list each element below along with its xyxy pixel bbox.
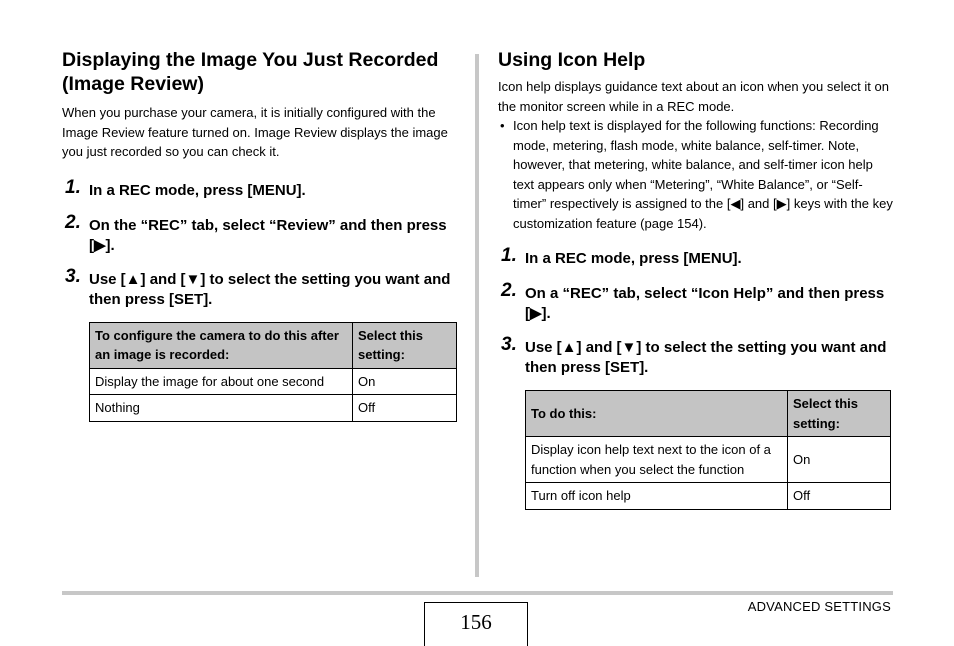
table-header-cell: To configure the camera to do this after an image is recorded:: [90, 322, 353, 368]
table-row: [90, 368, 457, 395]
table-header-row: [90, 322, 457, 368]
step-number: 2.: [501, 280, 517, 301]
left-column: [62, 48, 458, 422]
table-cell: On: [353, 368, 457, 395]
footer-section-label: ADVANCED SETTINGS: [747, 599, 891, 614]
step-1: [62, 176, 458, 201]
step-number: 1.: [501, 245, 517, 266]
step-text: Use [▲] and [▼] to select the setting you want and then press [SET].: [89, 270, 451, 308]
page-number: 156: [424, 602, 528, 646]
table-cell: On: [788, 437, 891, 483]
table-cell: Off: [788, 483, 891, 510]
right-column: [498, 48, 894, 510]
step-1: [498, 245, 894, 269]
footer-rule: [62, 591, 893, 595]
table-cell: Display the image for about one second: [90, 368, 353, 395]
table-row: [90, 395, 457, 422]
step-3: [498, 334, 894, 378]
step-text: Use [▲] and [▼] to select the setting you want and then press [SET].: [525, 339, 887, 376]
step-text: In a REC mode, press [MENU].: [525, 250, 742, 267]
step-number: 3.: [65, 265, 81, 287]
image-review-intro: When you purchase your camera, it is initially configured with the Image Review feature turned on. Image Review displays the image you just recorded so you can check it.: [62, 105, 448, 159]
column-divider: [475, 54, 479, 577]
table-cell: Display icon help text next to the icon of a function when you select the function: [526, 437, 788, 483]
step-3: [62, 265, 458, 310]
bullet-text: Icon help text is displayed for the following functions: Recording mode, metering, flash mode, white balance, self-timer. Note, however, that metering, white balance, and self-timer icon help text appears only when “Metering”, “White Balance”, or “Self-timer” respectively is assigned to the [◀] and [▶] keys with the key customization feature (page 154).: [513, 118, 893, 231]
section-title-image-review: Displaying the Image You Just Recorded (Image Review): [62, 49, 439, 95]
icon-help-intro: Icon help displays guidance text about an icon when you select it on the monitor screen while in a REC mode.: [498, 79, 889, 114]
step-text: In a REC mode, press [MENU].: [89, 181, 306, 199]
table-cell: Nothing: [90, 395, 353, 422]
image-review-settings-table: [89, 322, 457, 422]
step-number: 3.: [501, 334, 517, 355]
table-header-row: [526, 391, 891, 437]
bullet-mark: •: [500, 118, 505, 133]
step-2: [498, 280, 894, 324]
step-text: On a “REC” tab, select “Icon Help” and then press [▶].: [525, 285, 885, 322]
table-row: [526, 437, 891, 483]
table-header-cell: Select this setting:: [788, 391, 891, 437]
table-header-cell: To do this:: [526, 391, 788, 437]
step-number: 1.: [65, 176, 81, 198]
icon-help-bullet: [498, 116, 894, 233]
icon-help-settings-table: [525, 390, 891, 510]
step-number: 2.: [65, 211, 81, 233]
table-row: [526, 483, 891, 510]
step-text: On the “REC” tab, select “Review” and then press [▶].: [89, 216, 447, 254]
step-2: [62, 211, 458, 256]
section-title-icon-help: Using Icon Help: [498, 49, 646, 71]
table-header-cell: Select this setting:: [353, 322, 457, 368]
table-cell: Off: [353, 395, 457, 422]
table-cell: Turn off icon help: [526, 483, 788, 510]
